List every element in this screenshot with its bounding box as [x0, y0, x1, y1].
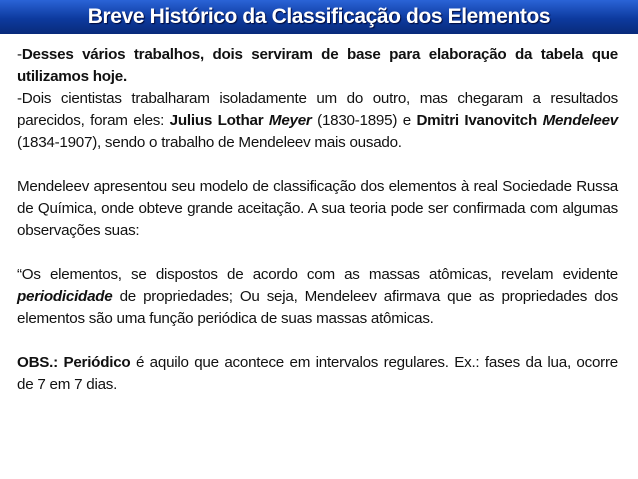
spacer	[17, 154, 618, 176]
page-title: Breve Histórico da Classificação dos Elementos	[87, 5, 551, 28]
paragraph-presentation	[17, 176, 618, 242]
scientist-mendeleev-surname: Mendeleev	[542, 112, 618, 129]
spacer	[17, 242, 618, 264]
meyer-dates: (1830-1895) e	[311, 112, 417, 129]
scientist-meyer-first-names: Julius Lothar	[169, 112, 269, 129]
scientists-text-start: -Dois cientistas trabalharam isoladamente um do outro, mas chegaram a resultados parecidos, foram eles:	[17, 90, 618, 129]
obs-label: OBS.: Periódico	[17, 354, 131, 371]
slide-body	[17, 44, 618, 396]
quote-text-start: “Os elementos, se dispostos de acordo com as massas atômicas, revelam evidente	[17, 266, 618, 283]
paragraph-intro	[17, 44, 618, 88]
scientist-meyer-surname: Meyer	[268, 112, 312, 129]
scientists-text-end: (1834-1907), sendo o trabalho de Mendeleev mais ousado.	[17, 134, 402, 151]
title-bar	[0, 0, 638, 34]
quote-emphasis-periodicidade: periodicidade	[17, 288, 113, 305]
spacer	[17, 330, 618, 352]
intro-dash: -	[17, 46, 22, 63]
scientist-mendeleev-first-names: Dmitri Ivanovitch	[416, 112, 543, 129]
obs-text: é aquilo que acontece em intervalos regulares. Ex.: fases da lua, ocorre de 7 em 7 dias.	[17, 354, 618, 393]
paragraph-obs	[17, 352, 618, 396]
presentation-text: Mendeleev apresentou seu modelo de classificação dos elementos à real Sociedade Russa de Química, onde obteve grande aceitação. A sua teoria pode ser confirmada com algumas observações suas:	[17, 178, 618, 239]
paragraph-scientists	[17, 88, 618, 154]
quote-text-end: de propriedades; Ou seja, Mendeleev afirmava que as propriedades dos elementos são uma função periódica de suas massas atômicas.	[17, 288, 618, 327]
intro-bold-text: Desses vários trabalhos, dois serviram de base para elaboração da tabela que utilizamos hoje.	[17, 46, 618, 85]
paragraph-quote	[17, 264, 618, 330]
